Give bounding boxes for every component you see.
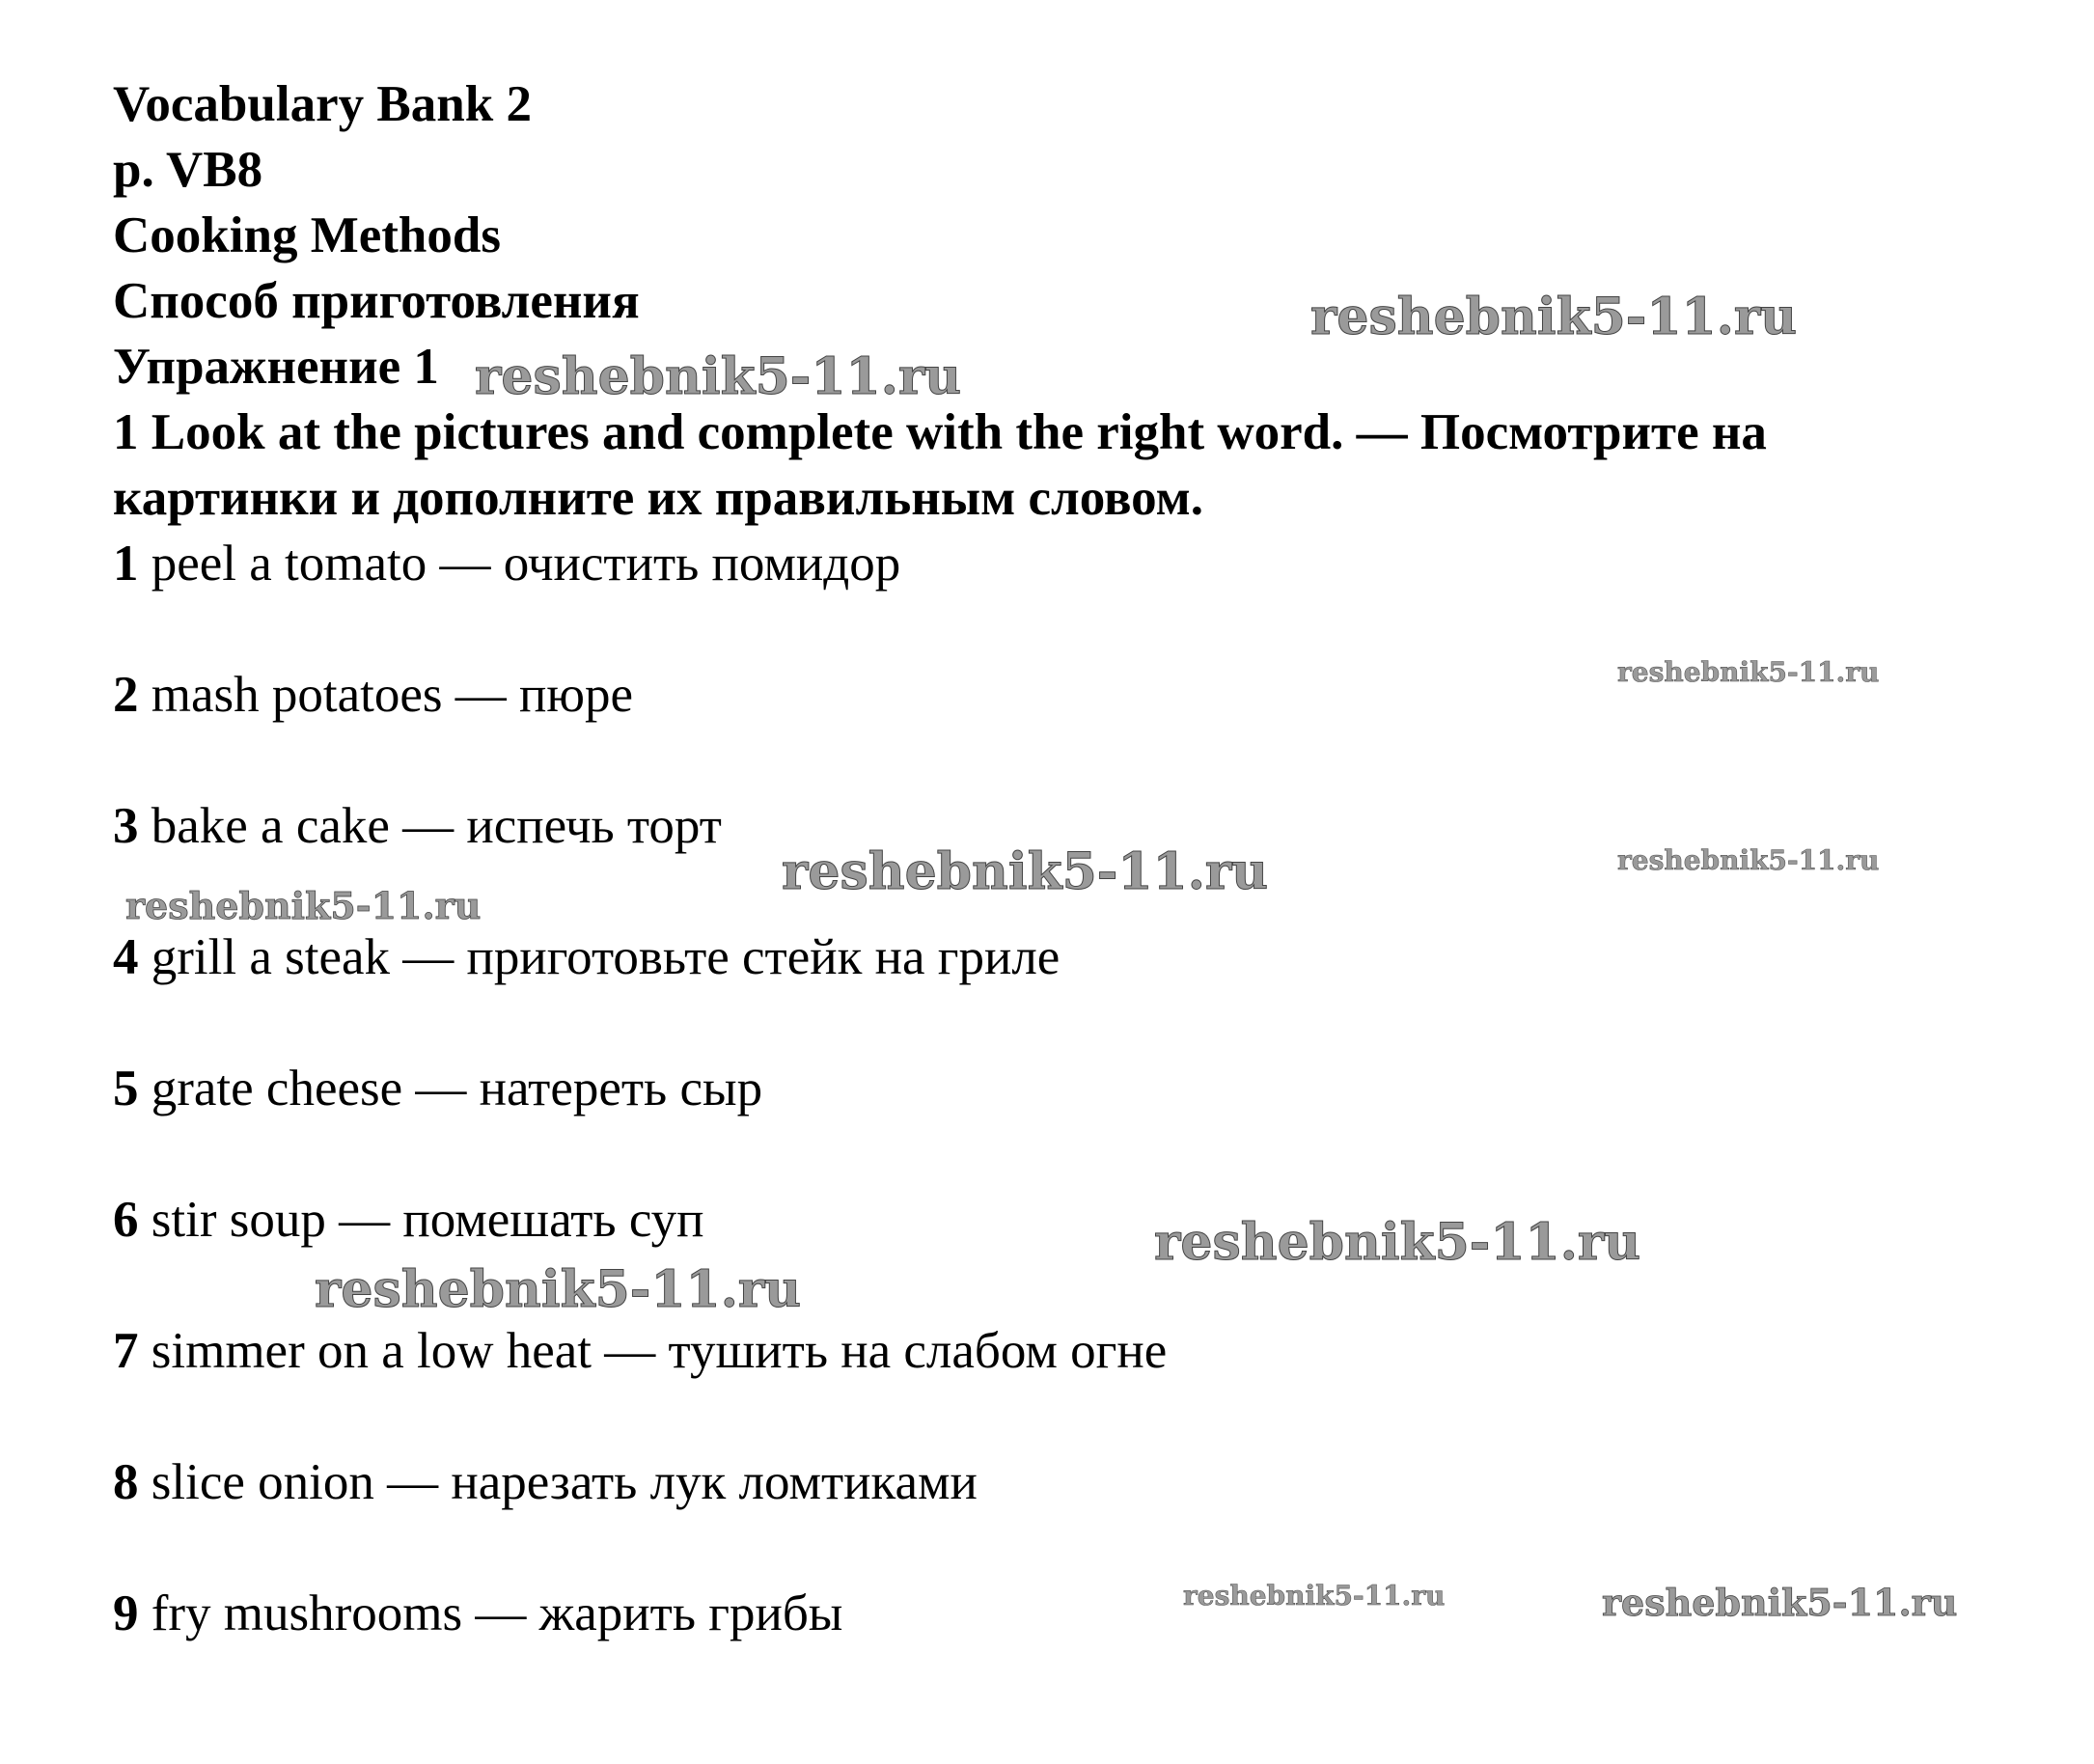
answer-item xyxy=(113,1056,2004,1187)
answer-item xyxy=(113,924,2004,1056)
item-text: peel a tomato — очистить помидор xyxy=(138,536,901,592)
watermark: reshebnik5-11.ru xyxy=(475,347,962,406)
topic-title-ru: Способ приготовления xyxy=(113,273,640,329)
answer-item xyxy=(113,1449,2004,1581)
item-number: 7 xyxy=(113,1323,139,1379)
item-number: 3 xyxy=(113,798,139,854)
item-number: 6 xyxy=(113,1192,139,1248)
watermark: reshebnik5-11.ru xyxy=(1617,656,1880,688)
item-text: grate cheese — натереть сыр xyxy=(138,1061,763,1116)
item-text: simmer on a low heat — тушить на слабом огне xyxy=(138,1323,1168,1379)
watermark: reshebnik5-11.ru xyxy=(125,884,482,927)
answer-item xyxy=(113,531,2004,662)
item-number: 4 xyxy=(113,929,139,985)
exercise-instruction: 1 Look at the pictures and complete with the right word. — Посмотрите на картинки и дополните их правильным словом. xyxy=(113,404,1767,526)
watermark: reshebnik5-11.ru xyxy=(782,842,1269,901)
item-text: fry mushrooms — жарить грибы xyxy=(138,1585,843,1641)
item-number: 2 xyxy=(113,667,139,723)
page-reference: p. VB8 xyxy=(113,142,263,198)
watermark: reshebnik5-11.ru xyxy=(1310,288,1798,346)
answer-item xyxy=(113,1318,2004,1449)
topic-title-en: Cooking Methods xyxy=(113,207,501,263)
answer-list xyxy=(113,531,2004,1712)
watermark: reshebnik5-11.ru xyxy=(1154,1213,1641,1272)
item-text: mash potatoes — пюре xyxy=(138,667,633,723)
item-number: 1 xyxy=(113,536,139,592)
item-text: slice onion — нарезать лук ломтиками xyxy=(138,1454,978,1510)
bank-title: Vocabulary Bank 2 xyxy=(113,76,532,132)
item-text: bake a cake — испечь торт xyxy=(138,798,722,854)
item-number: 8 xyxy=(113,1454,139,1510)
item-number: 5 xyxy=(113,1061,139,1116)
item-text: grill a steak — приготовьте стейк на гриле xyxy=(138,929,1061,985)
watermark: reshebnik5-11.ru xyxy=(1183,1580,1446,1612)
watermark: reshebnik5-11.ru xyxy=(1602,1581,1958,1624)
item-number: 9 xyxy=(113,1585,139,1641)
exercise-number: Упражнение 1 xyxy=(113,339,439,395)
item-text: stir soup — помешать суп xyxy=(138,1192,704,1248)
watermark: reshebnik5-11.ru xyxy=(1617,844,1880,876)
watermark: reshebnik5-11.ru xyxy=(315,1260,802,1319)
